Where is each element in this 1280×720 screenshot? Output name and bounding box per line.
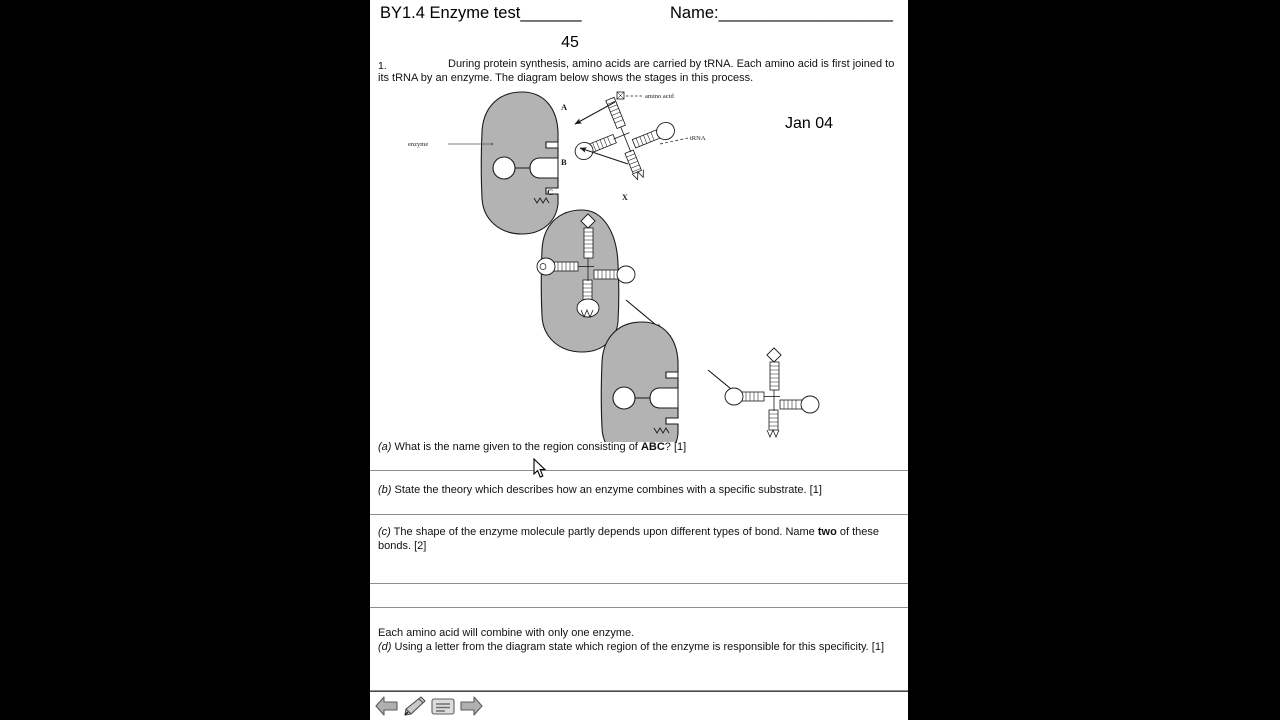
stage3-enzyme-shape: [601, 322, 678, 442]
question-part-c: [378, 525, 898, 553]
page-title: [380, 4, 581, 23]
arrow-right-icon: [458, 695, 484, 717]
part-a-post: ? [1]: [664, 441, 687, 453]
contents-button[interactable]: [430, 695, 456, 717]
label-trna: tRNA: [690, 135, 706, 142]
label-site-c: C: [547, 187, 554, 197]
answer-rule-c1: [370, 583, 908, 584]
label-anticodon-x: X: [622, 193, 628, 202]
part-d-text: Using a letter from the diagram state which region of the enzyme is responsible for this specificity. [1]: [391, 641, 885, 653]
answer-rule-c2: [370, 607, 908, 608]
part-a-pre: What is the name given to the region consisting of: [391, 441, 641, 453]
part-c-marker: (c): [378, 526, 391, 538]
stage2-enzyme-shape: [541, 210, 619, 352]
amino-acid-symbol: [617, 92, 642, 99]
next-page-button[interactable]: [458, 695, 484, 717]
part-b-marker: (b): [378, 484, 392, 496]
label-amino-acid: amino acid: [645, 93, 674, 100]
page-title-blank: _______: [520, 4, 582, 22]
answer-rule-a: [370, 470, 908, 471]
pencil-icon: [402, 695, 428, 717]
part-c-pre: The shape of the enzyme molecule partly depends upon different types of bond. Name: [390, 526, 818, 538]
part-c-bold: two: [817, 526, 837, 538]
toolbar-divider: [370, 691, 908, 692]
arrow-left-icon: [374, 695, 400, 717]
part-b-text: State the theory which describes how an enzyme combines with a specific substrate. [1]: [391, 484, 822, 496]
stage3-charged-trna: [725, 348, 819, 437]
part-d-marker: (d): [378, 641, 392, 653]
question-part-d: [378, 626, 898, 654]
name-label-text: Name:: [670, 4, 719, 22]
answer-rule-b: [370, 514, 908, 515]
player-toolbar: [370, 691, 908, 720]
exam-session-note: Jan 04: [785, 115, 834, 132]
label-site-a: A: [561, 102, 568, 112]
page-number: 45: [561, 34, 579, 51]
arrow-amino-acid-to-enzyme: [575, 102, 615, 124]
cursor-arrow-icon: [533, 458, 547, 480]
document-page: [370, 0, 908, 720]
part-a-bold: ABC: [640, 441, 665, 453]
name-blank: ___________________: [718, 4, 893, 22]
question-part-a: [378, 440, 898, 454]
previous-page-button[interactable]: [374, 695, 400, 717]
part-a-marker: (a): [378, 441, 392, 453]
part-c-post: of these bonds. [2]: [378, 526, 880, 552]
question-stem: During protein synthesis, amino acids are carried by tRNA. Each amino acid is first joined to its tRNA by an enzyme. The diagram below shows the stages in this process.: [378, 58, 895, 84]
list-icon: [430, 695, 456, 717]
name-label: [670, 4, 893, 23]
question-part-b: [378, 483, 898, 497]
page-header: [380, 4, 900, 30]
page-title-text: BY1.4 Enzyme test: [380, 4, 521, 22]
mouse-cursor: [533, 458, 547, 480]
label-site-b: B: [561, 157, 567, 167]
question-number: 1.: [378, 60, 387, 72]
label-enzyme: enzyme: [408, 141, 429, 148]
stage1-enzyme-shape: [481, 92, 558, 234]
part-d-lead: Each amino acid will combine with only one enzyme.: [378, 627, 635, 639]
annotate-button[interactable]: [402, 695, 428, 717]
enzyme-trna-diagram: [370, 82, 908, 442]
